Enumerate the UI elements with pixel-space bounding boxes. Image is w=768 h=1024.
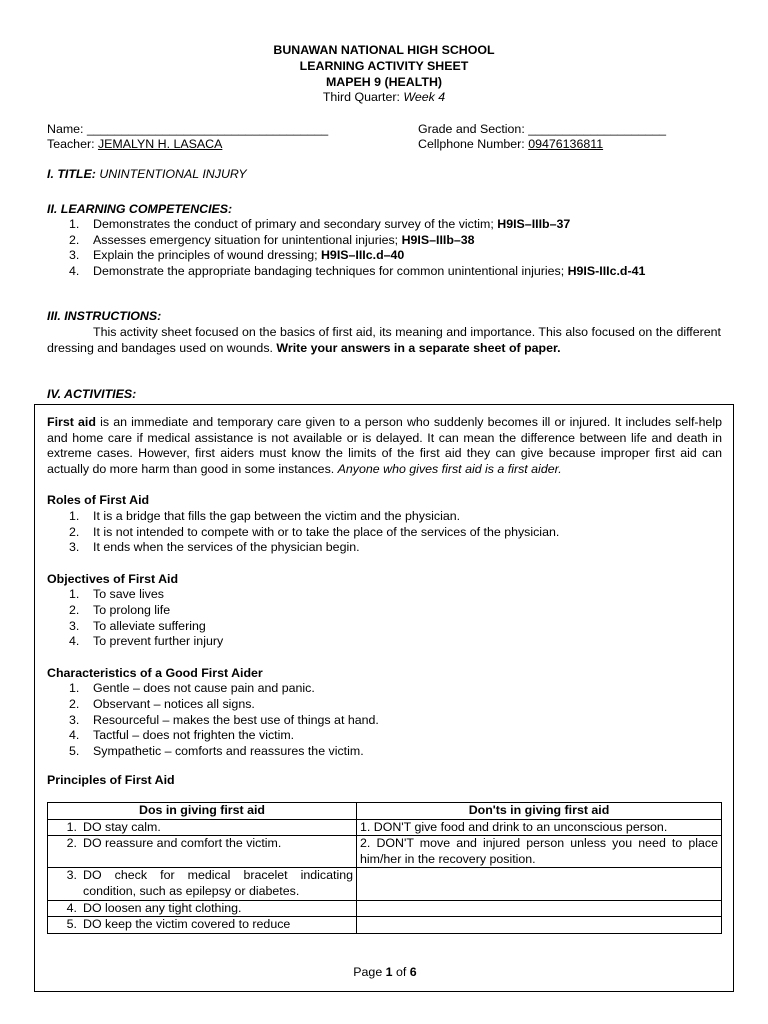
grade-blank: ____________________ [528, 122, 667, 136]
characteristics-list [47, 681, 722, 759]
list-item: 3. To alleviate suffering [69, 618, 206, 633]
teacher-label: Teacher: [47, 137, 98, 151]
list-item: 3. Resourceful – makes the best use of things at hand. [69, 712, 379, 727]
first-aid-intro: First aid is an immediate and temporary care given to a person who suddenly becomes ill or injured. It includes self-help and home care if medical assistance is not available or is delayed. It can mean the difference between life and death in extreme cases. However, first aiders must know the limits of the first aid they can give because improper first aid can actually do more harm than good in some instances. Anyone who gives first aid is a first aider. [47, 415, 722, 476]
objectives-list [47, 587, 722, 649]
cellphone-label: Cellphone Number: [418, 137, 529, 151]
grade-label: Grade and Section: [418, 122, 529, 136]
activities-heading: IV. ACTIVITIES: [47, 387, 137, 401]
instructions-paragraph: This activity sheet focused on the basics of first aid, its meaning and importance. This also focused on the different dressing and bandages used on wounds. Write your answers in a separate sheet of paper. [47, 325, 721, 355]
characteristics-heading: Characteristics of a Good First Aider [47, 665, 263, 680]
name-blank: ___________________________________ [86, 122, 329, 136]
donts-column-header: Don'ts in giving first aid [357, 803, 722, 820]
competencies-list [69, 217, 724, 279]
week-label: Week 4 [403, 90, 446, 104]
activities-content [47, 415, 722, 789]
quarter-label: Third Quarter: [322, 90, 404, 104]
subject-title: MAPEH 9 (HEALTH) [325, 75, 443, 89]
sheet-title: LEARNING ACTIVITY SHEET [299, 59, 469, 73]
list-item: 2. To prolong life [69, 602, 171, 617]
list-item: 5. Sympathetic – comforts and reassures the victim. [69, 743, 364, 758]
page-total: 6 [409, 965, 417, 979]
grade-line [418, 122, 666, 138]
table-row: 2. DO reassure and comfort the victim. 2. DON'T move and injured person unless you need to place him/her in the recovery position. [48, 836, 722, 868]
principles-table [47, 802, 722, 934]
teacher-name: JEMALYN H. LASACA [97, 137, 223, 151]
list-item: 2. Observant – notices all signs. [69, 696, 255, 711]
table-row: 3. DO check for medical bracelet indicating condition, such as epilepsy or diabetes. [48, 868, 722, 900]
objectives-heading: Objectives of First Aid [47, 571, 179, 586]
page-footer: Page 1 of 6 [353, 965, 417, 979]
principles-heading: Principles of First Aid [47, 773, 175, 788]
dos-column-header: Dos in giving first aid [48, 803, 357, 820]
quarter-line [0, 90, 768, 106]
name-line [47, 122, 328, 138]
list-item: 3. Explain the principles of wound dressing; H9IS–IIIc.d–40 [69, 248, 405, 263]
list-item: 4. Tactful – does not frighten the victim. [69, 728, 295, 743]
list-item: 4. To prevent further injury [69, 634, 224, 649]
list-item: 4. Demonstrate the appropriate bandaging techniques for common unintentional injuries; H9IS-IIIc.d-41 [69, 263, 646, 278]
list-item: 1. Demonstrates the conduct of primary and secondary survey of the victim; H9IS–IIIb–37 [69, 217, 571, 231]
page-number: 1 [385, 965, 393, 979]
school-name: BUNAWAN NATIONAL HIGH SCHOOL [273, 43, 495, 57]
teacher-line [47, 137, 222, 153]
table-row: 4. DO loosen any tight clothing. [48, 900, 722, 917]
table-row: 1. DO stay calm. 1. DON'T give food and drink to an unconscious person. [48, 819, 722, 836]
competencies-heading: II. LEARNING COMPETENCIES: [47, 202, 233, 216]
roles-list [47, 509, 722, 556]
title-label: I. TITLE: [47, 167, 96, 181]
roles-heading: Roles of First Aid [47, 493, 150, 508]
title-value: UNINTENTIONAL INJURY [95, 167, 247, 181]
list-item: 2. Assesses emergency situation for unintentional injuries; H9IS–IIIb–38 [69, 232, 475, 247]
list-item: 1. Gentle – does not cause pain and panic. [69, 681, 315, 696]
activities-box [34, 404, 734, 992]
list-item: 2. It is not intended to compete with or to take the place of the services of the physician. [69, 524, 560, 539]
cellphone-line [418, 137, 603, 153]
list-item: 3. It ends when the services of the physician begin. [69, 540, 360, 555]
list-item: 1. To save lives [69, 587, 164, 602]
cellphone-number: 09476136811 [528, 137, 604, 151]
instructions-heading: III. INSTRUCTIONS: [47, 309, 162, 323]
list-item: 1. It is a bridge that fills the gap between the victim and the physician. [69, 508, 461, 523]
name-label: Name: [47, 122, 87, 136]
table-header-row [48, 803, 722, 820]
title-section [47, 167, 247, 183]
table-row: 5. DO keep the victim covered to reduce [48, 917, 722, 934]
